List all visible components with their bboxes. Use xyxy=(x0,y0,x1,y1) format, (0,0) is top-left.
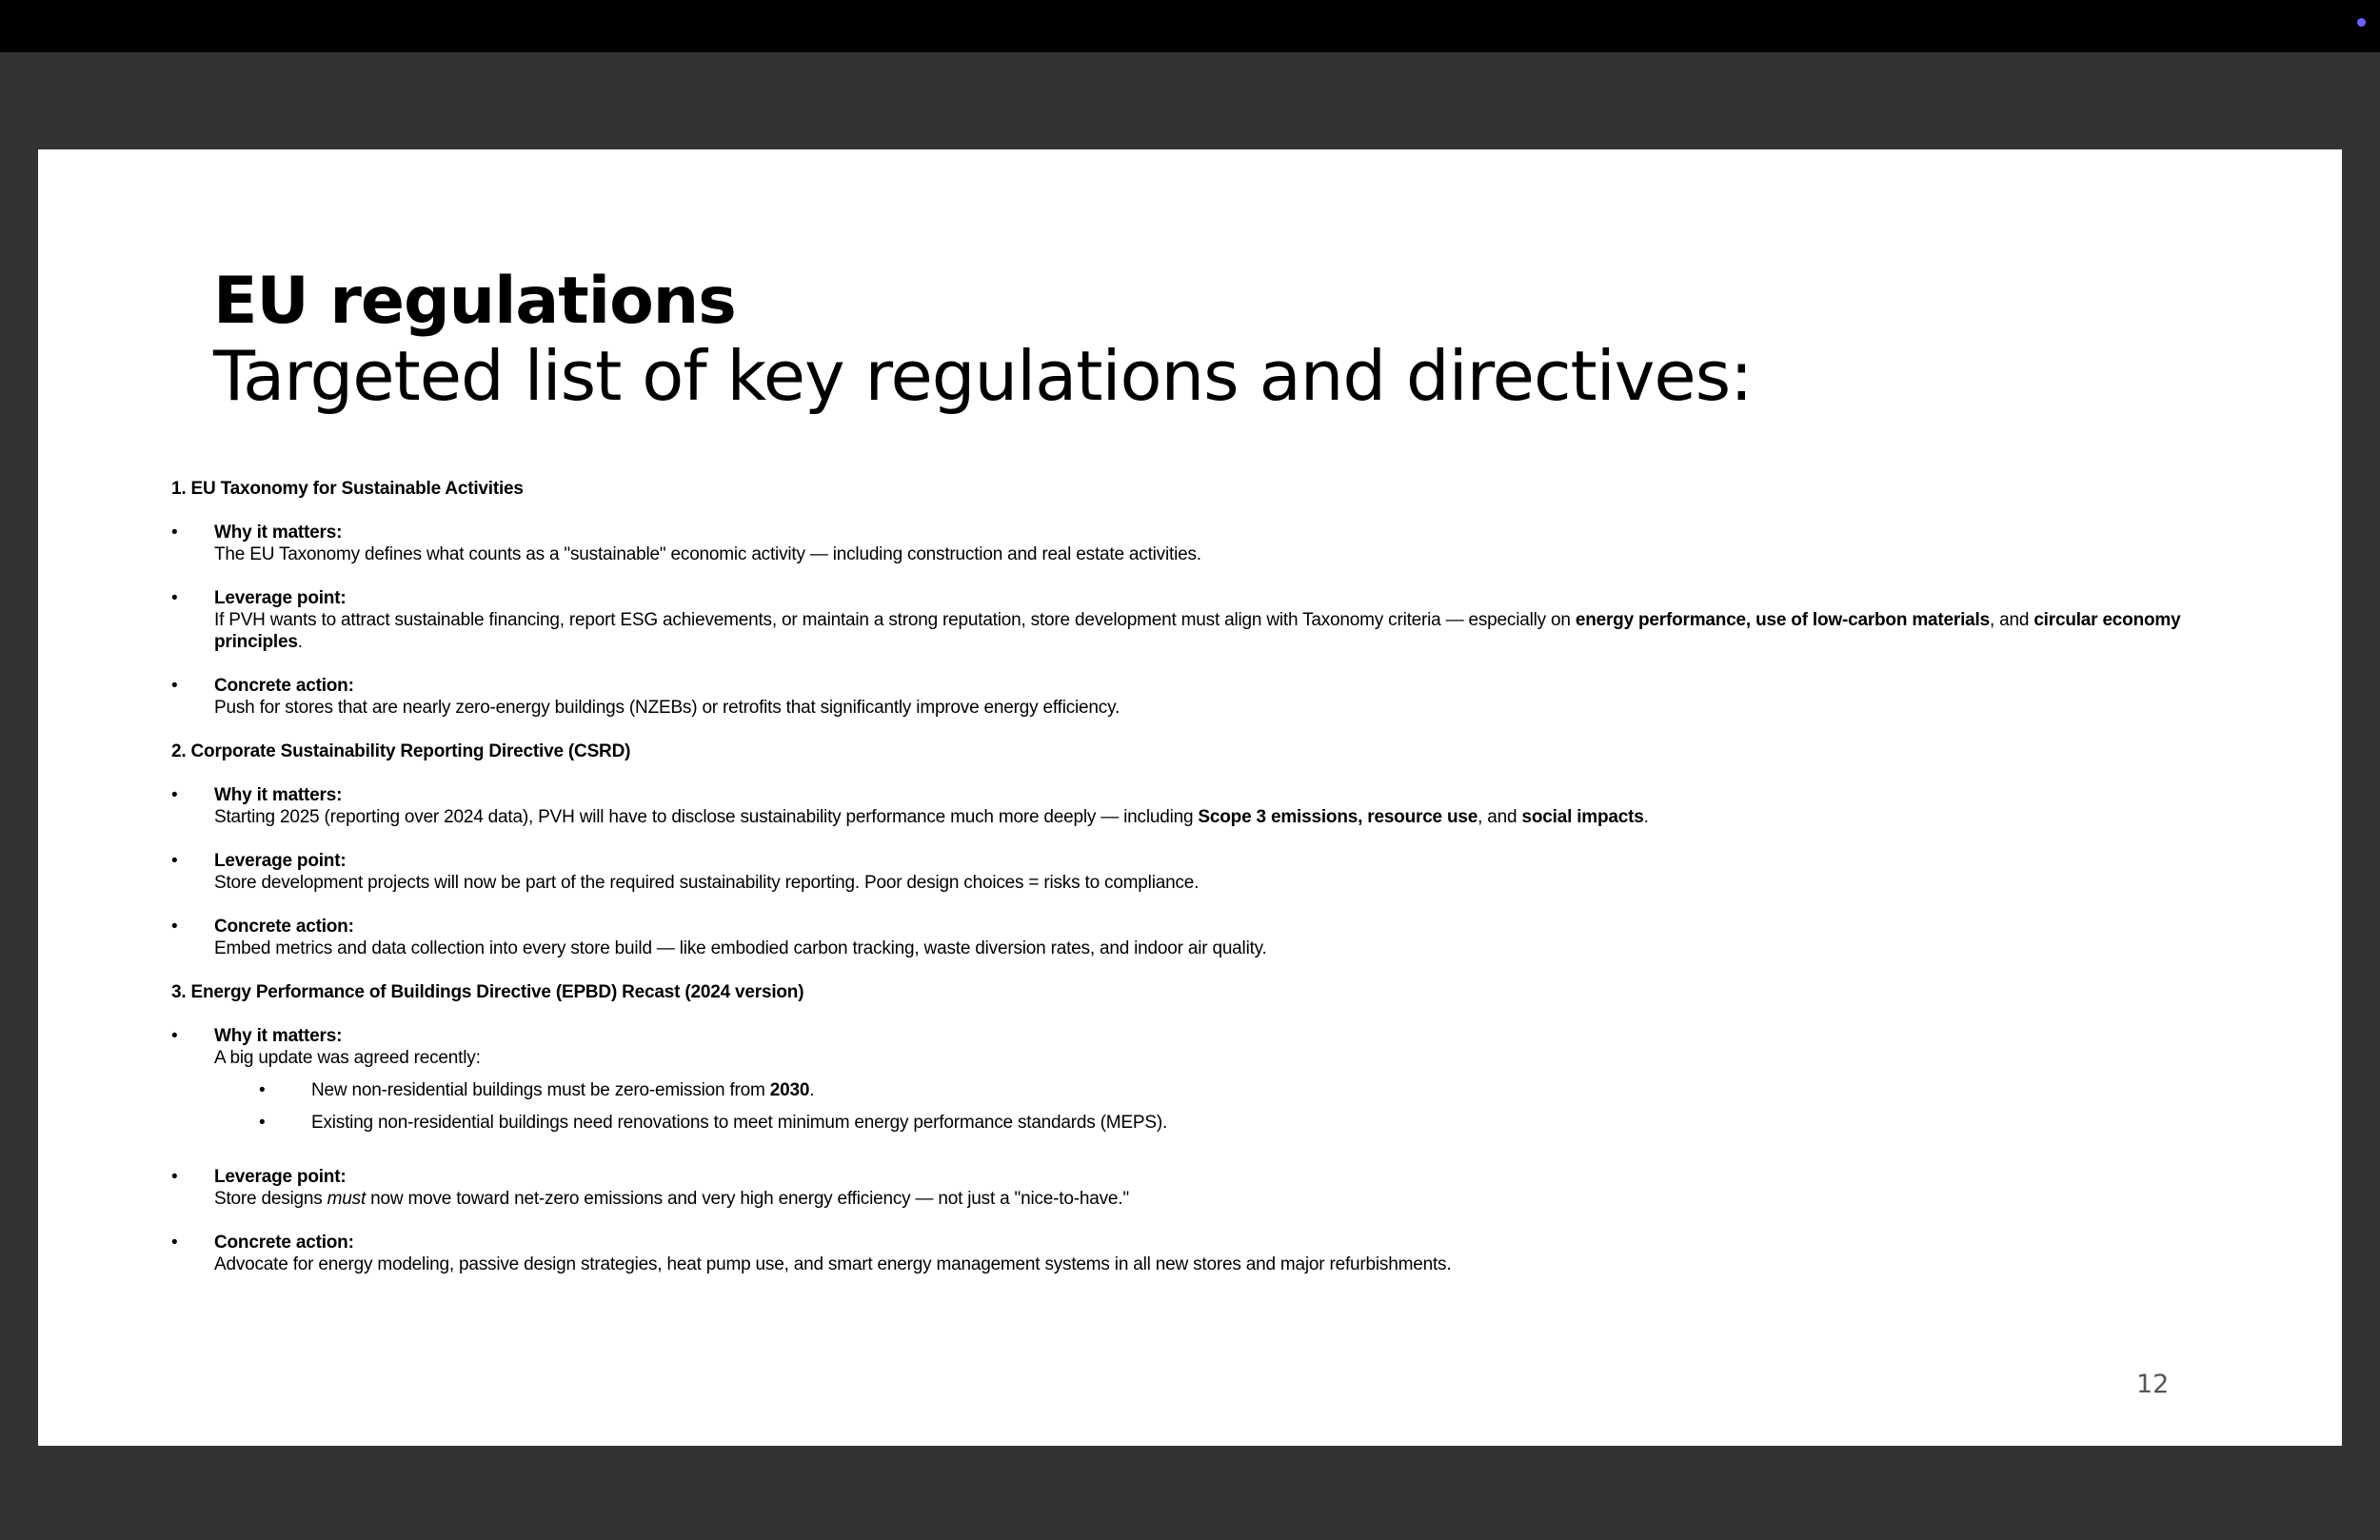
bullet-icon: • xyxy=(171,851,178,871)
item-label: Leverage point: xyxy=(214,851,347,871)
item-label: Why it matters: xyxy=(214,523,343,543)
item-text-emphasis: 2030 xyxy=(769,1080,810,1100)
item-label: Concrete action: xyxy=(214,1233,354,1253)
item-text-segment: . xyxy=(1643,807,1649,827)
item-text: Push for stores that are nearly zero-energy buildings (NZEBs) or retrofits that significantly improve energy efficiency. xyxy=(214,698,1121,718)
item-label: Concrete action: xyxy=(214,676,354,696)
bullet-icon: • xyxy=(171,676,178,696)
item-text-segment: New non-residential buildings must be zero-emission from xyxy=(311,1080,770,1100)
list-item xyxy=(171,1025,2247,1134)
bullet-icon: • xyxy=(259,1080,266,1100)
viewer-top-bar xyxy=(0,0,2380,52)
list-item xyxy=(171,675,2247,719)
section-heading-csrd: 2. Corporate Sustainability Reporting Directive (CSRD) xyxy=(171,741,631,761)
item-label: Why it matters: xyxy=(214,785,343,805)
item-text-italic: must xyxy=(327,1189,367,1209)
item-text: Store development projects will now be part of the required sustainability reporting. Poor design choices = risks to compliance. xyxy=(214,873,1200,893)
item-text-emphasis: Scope 3 emissions, resource use xyxy=(1198,807,1478,827)
item-text: Embed metrics and data collection into every store build — like embodied carbon tracking, waste diversion rates, and indoor air quality. xyxy=(214,938,1267,958)
item-text-segment: . xyxy=(809,1080,815,1100)
list-item xyxy=(171,916,2247,959)
slide-title: EU regulations xyxy=(213,264,736,339)
section-heading-eu-taxonomy: 1. EU Taxonomy for Sustainable Activities xyxy=(171,479,524,499)
item-text-segment: Starting 2025 (reporting over 2024 data), PVH will have to disclose sustainability performance much more deeply — including xyxy=(214,807,1199,827)
bullet-icon: • xyxy=(259,1113,266,1133)
list-item xyxy=(171,1166,2247,1210)
bullet-icon: • xyxy=(171,917,178,937)
item-text xyxy=(214,806,2247,828)
status-dot-icon xyxy=(2357,18,2366,27)
list-item xyxy=(171,1232,2247,1275)
item-text: Advocate for energy modeling, passive design strategies, heat pump use, and smart energy management systems in all new stores and major refurbishments. xyxy=(214,1254,1452,1274)
item-text: A big update was agreed recently: xyxy=(214,1048,481,1068)
slide-content xyxy=(171,478,2247,1297)
item-text: The EU Taxonomy defines what counts as a "sustainable" economic activity — including construction and real estate activities. xyxy=(214,544,1201,564)
bullet-icon: • xyxy=(171,523,178,543)
list-item xyxy=(171,587,2247,653)
item-text xyxy=(214,609,2247,653)
item-label: Why it matters: xyxy=(214,1026,343,1046)
sub-list-item xyxy=(171,1112,2247,1134)
list-item xyxy=(171,784,2247,828)
item-label: Leverage point: xyxy=(214,588,347,608)
item-text-emphasis: energy performance, use of low-carbon materials xyxy=(1575,610,1990,630)
page-number: 12 xyxy=(2136,1370,2170,1399)
section-heading-epbd: 3. Energy Performance of Buildings Directive (EPBD) Recast (2024 version) xyxy=(171,982,804,1002)
list-item xyxy=(171,522,2247,565)
bullet-icon: • xyxy=(171,1026,178,1046)
bullet-icon: • xyxy=(171,1167,178,1187)
bullet-icon: • xyxy=(171,785,178,805)
item-text-emphasis: circular economy principles xyxy=(214,610,2181,652)
item-text-emphasis: social impacts xyxy=(1521,807,1644,827)
item-text-segment: . xyxy=(297,632,303,652)
item-text-segment: Existing non-residential buildings need renovations to meet minimum energy performance standards (MEPS). xyxy=(311,1113,1168,1133)
sub-list xyxy=(171,1079,2247,1134)
item-text xyxy=(214,1188,2247,1210)
bullet-icon: • xyxy=(171,588,178,608)
item-text-segment: If PVH wants to attract sustainable financing, report ESG achievements, or maintain a strong reputation, store development must align with Taxonomy criteria — especially on xyxy=(214,610,1576,630)
item-text-segment: , and xyxy=(1989,610,2034,630)
bullet-icon: • xyxy=(171,1233,178,1253)
slide-subtitle: Targeted list of key regulations and directives: xyxy=(213,336,1753,416)
item-text-segment: Store designs xyxy=(214,1189,327,1209)
slide xyxy=(38,149,2342,1446)
list-item xyxy=(171,850,2247,894)
item-label: Leverage point: xyxy=(214,1167,347,1187)
item-label: Concrete action: xyxy=(214,917,354,937)
sub-list-item xyxy=(171,1079,2247,1101)
item-text-segment: , and xyxy=(1478,807,1522,827)
item-text-segment: now move toward net-zero emissions and very high energy efficiency — not just a "nice-to-have." xyxy=(366,1189,1129,1209)
